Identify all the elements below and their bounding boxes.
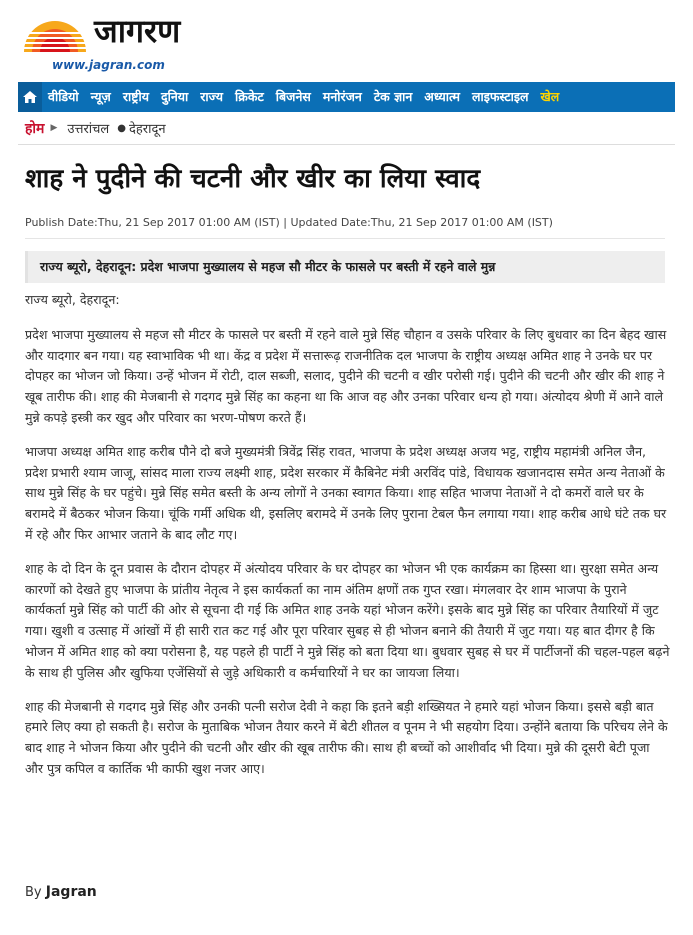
article-paragraph: शाह के दो दिन के दून प्रवास के दौरान दोपहर में अंत्योदय परिवार के घर दोपहर का भोजन भी एक कार्यक्रम का हिस्सा था। सुरक्षा समेत अन्य कारणों को देखते हुए भाजपा के प्रांतीय नेतृत्व ने इस कार्यकर्ता का नाम अंतिम क्षणों तक गुप्त रखा। मंगलवार देर शाम भाजपा के पुराने कार्यकर्ता मुन्ने सिंह को पार्टी की ओर से सूचना दी गई कि अमित शाह उनके यहां भोजन करेंगे। इसके बाद मुन्ने सिंह का परिवार तैयारियों में जुट गया। खुशी व उत्साह में आंखों में ही सारी रात कट गई और पूरा परिवार सुबह से ही भोजन बनाने की तैयारी में जुट गया। यह बात दीगर है कि भोजन में अमित शाह को क्या परोसना है, यह पहले ही पार्टी ने मुन्ने सिंह को बता दिया था। बुधवार सुबह से घर में पार्टीजनों की चहल-पहल बढ़ने के साथ ही पुलिस और खुफिया एजेंसियों से जुड़े अधिकारी व कर्मचारियों ने घर का जायजा लिया। xyxy=(25,560,670,680)
byline-author[interactable]: Jagran xyxy=(45,884,97,900)
breadcrumb xyxy=(25,118,166,138)
nav-item-cricket[interactable]: क्रिकेट xyxy=(235,89,264,104)
nav-item-lifestyle[interactable]: लाइफस्टाइल xyxy=(472,89,529,104)
article-paragraph: शाह की मेजबानी से गदगद मुन्ने सिंह और उनकी पत्नी सरोज देवी ने कहा कि इतने बड़ी शख्सियत ने हमारे यहां भोजन किया। इससे बड़ी बात हमारे लिए क्या हो सकती है। सरोज के मुताबिक भोजन तैयार करने में बेटी शीतल व पूनम ने भी सहयोग दिया। उन्होंने बताया कि परिचय लेने के बाद शाह ने भोजन किया और पुदीने की चटनी और खीर की खूब तारीफ की। साथ ही बच्चों को आशीर्वाद भी दिया। मुन्ने की दूसरी बेटी पूजा और पुत्र कपिल व कार्तिक भी काफी खुश नजर आए। xyxy=(25,698,668,776)
nav-item-sports[interactable]: खेल xyxy=(540,89,560,104)
divider xyxy=(25,238,665,239)
article-byline xyxy=(25,884,97,900)
divider xyxy=(18,144,675,145)
article-paragraph: प्रदेश भाजपा मुख्यालय से महज सौ मीटर के फासले पर बस्ती में रहने वाले मुन्ने सिंह चौहान व उसके परिवार के लिए बुधवार का दिन बेहद खास और यादगार बन गया। यह स्वाभाविक भी था। केंद्र व प्रदेश में सत्तारूढ़ राजनीतिक दल भाजपा के राष्ट्रीय अध्यक्ष अमित शाह ने उनके घर पर दोपहर का भोजन जो किया। उन्हें भोजन में रोटी, दाल सब्जी, सलाद, पुदीने की चटनी व खीर परोसी गई। पुदीने की चटनी और खीर की शाह ने खूब तारीफ की। शाह की मेजबानी से गदगद मुन्ने सिंह का कहना था कि आज वह और उनका परिवार धन्य हो गया। अंत्योदय श्रेणी में आने वाले मुन्ने कपड़े इस्त्री कर खुद और परिवार का भरण-पोषण करते हैं। xyxy=(25,326,667,425)
breadcrumb-item-dehradun[interactable]: देहरादून xyxy=(128,122,166,137)
nav-item-state[interactable]: राज्य xyxy=(200,89,224,104)
nav-item-spirituality[interactable]: अध्यात्म xyxy=(424,89,461,104)
site-url[interactable]: www.jagran.com xyxy=(52,58,165,72)
breadcrumb-item-uttaranchal[interactable]: उत्तरांचल xyxy=(67,122,110,137)
breadcrumb-dot-icon: ● xyxy=(117,122,126,134)
article-body xyxy=(25,290,670,793)
article-dateline: राज्य ब्यूरो, देहरादून: xyxy=(25,292,120,307)
nav-item-news[interactable]: न्यूज़ xyxy=(90,89,111,104)
nav-item-business[interactable]: बिजनेस xyxy=(275,89,311,104)
article-summary: राज्य ब्यूरो, देहरादून: प्रदेश भाजपा मुख्यालय से महज सौ मीटर के फासले पर बस्ती में रहने वाले मुन्न xyxy=(25,251,665,283)
article-title: शाह ने पुदीने की चटनी और खीर का लिया स्वाद xyxy=(25,164,481,194)
home-icon xyxy=(22,90,38,104)
byline-prefix: By xyxy=(25,885,42,900)
main-nav xyxy=(18,82,675,112)
nav-item-tech[interactable]: टेक ज्ञान xyxy=(373,89,413,104)
breadcrumb-home-link[interactable]: होम xyxy=(25,120,45,137)
logo-text: जागरण xyxy=(94,12,181,50)
nav-item-national[interactable]: राष्ट्रीय xyxy=(122,89,149,104)
nav-item-video[interactable]: वीडियो xyxy=(48,89,79,104)
article-dates: Publish Date:Thu, 21 Sep 2017 01:00 AM (IST) | Updated Date:Thu, 21 Sep 2017 01:00 AM (IST) xyxy=(25,216,553,229)
nav-item-world[interactable]: दुनिया xyxy=(160,89,189,104)
breadcrumb-arrow-icon: ▶ xyxy=(50,123,58,133)
site-logo[interactable] xyxy=(18,8,318,74)
logo-sun-icon xyxy=(18,8,92,56)
nav-home-button[interactable] xyxy=(18,82,42,112)
article-paragraph: भाजपा अध्यक्ष अमित शाह करीब पौने दो बजे मुख्यमंत्री त्रिवेंद्र सिंह रावत, भाजपा के प्रदेश अध्यक्ष अजय भट्ट, राष्ट्रीय महामंत्री अनिल जैन, प्रदेश प्रभारी श्याम जाजू, सांसद माला राज्य लक्ष्मी शाह, प्रदेश सरकार में कैबिनेट मंत्री अरविंद पांडे, विधायक खजानदास समेत अन्य नेताओं के साथ मुन्ने सिंह के घर पहुंचे। मुन्ने सिंह समेत बस्ती के अन्य लोगों ने उनका स्वागत किया। शाह सहित भाजपा नेताओं ने दो कमरों वाले घर के बरामदे में बैठकर भोजन किया। चूंकि गर्मी अधिक थी, इसलिए बरामदे में उनके लिए पुराना टेबल फैन लगाया गया। शाह करीब आधे घंटे तक घर में रहे और फिर आभार जताने के बाद लौट गए। xyxy=(25,443,667,542)
nav-item-entertainment[interactable]: मनोरंजन xyxy=(322,89,362,104)
